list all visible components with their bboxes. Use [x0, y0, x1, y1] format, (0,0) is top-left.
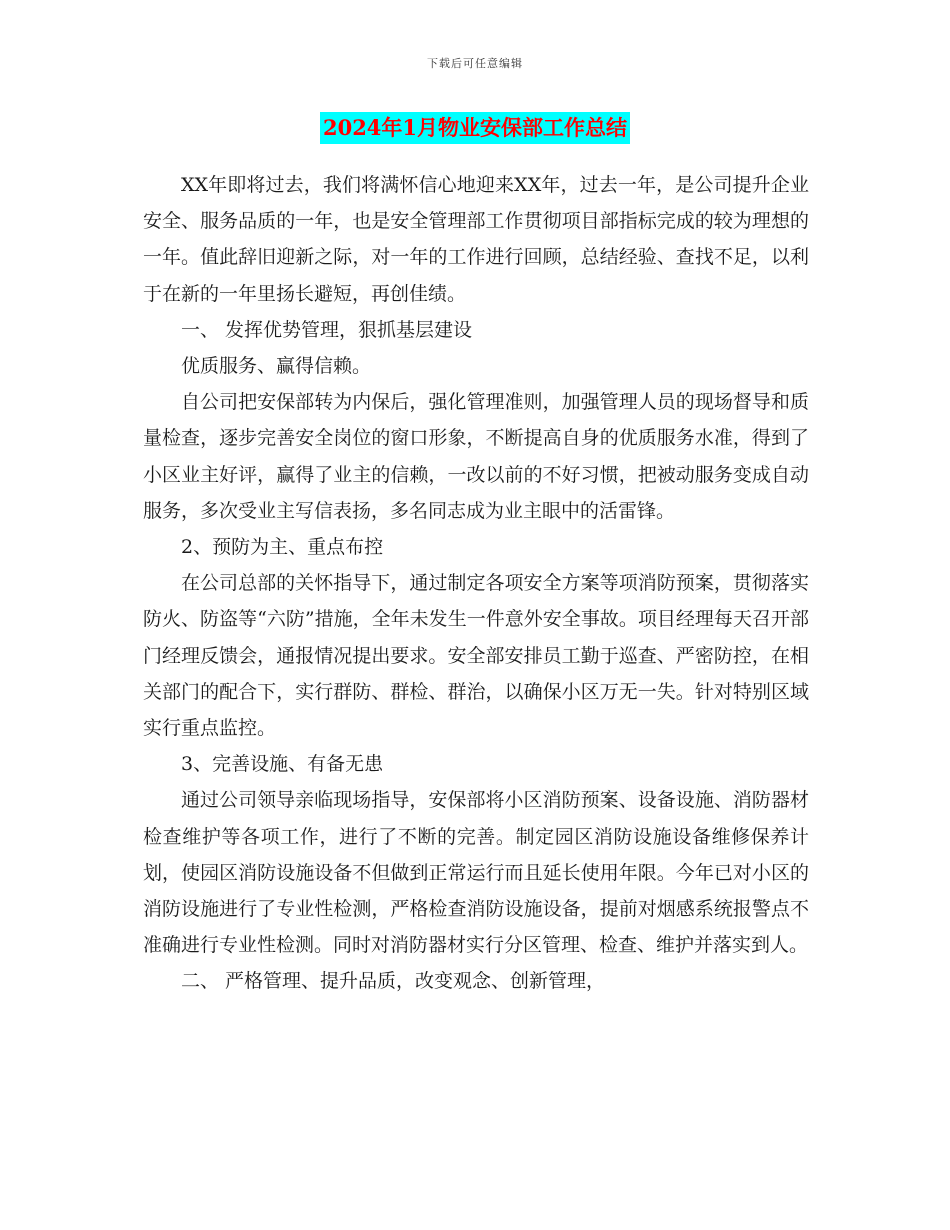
paragraph-prevention: 在公司总部的关怀指导下，通过制定各项安全方案等项消防预案，贯彻落实防火、防盗等“六防”措施，全年未发生一件意外安全事故。项目经理每天召开部门经理反馈会，通报情况提出要求。安全部安排员工勤于巡查、严密防控，在相关部门的配合下，实行群防、群检、群治，以确保小区万无一失。针对特别区域实行重点监控。 [143, 572, 809, 740]
header-note: 下载后可任意编辑 [427, 57, 523, 70]
paragraph-internal-security: 自公司把安保部转为内保后，强化管理准则，加强管理人员的现场督导和质量检查，逐步完善安全岗位的窗口形象，不断提高自身的优质服务水准，得到了小区业主好评，赢得了业主的信赖，一改以前的不好习惯，把被动服务变成自动服务，多次受业主写信表扬，多名同志成为业主眼中的活雷锋。 [143, 391, 809, 522]
section-heading-1: 一、 发挥优势管理，狠抓基层建设 [181, 318, 473, 341]
subheading-prevention: 2、预防为主、重点布控 [181, 536, 384, 559]
paragraph-facilities: 通过公司领导亲临现场指导，安保部将小区消防预案、设备设施、消防器材检查维护等各项工作，进行了不断的完善。制定园区消防设施设备维修保养计划，使园区消防设施设备不但做到正常运行而且延长使用年限。今年已对小区的消防设施进行了专业性检测，严格检查消防设施设备，提前对烟感系统报警点不准确进行专业性检测。同时对消防器材实行分区管理、检查、维护并落实到人。 [143, 789, 809, 957]
paragraph-intro: XX年即将过去，我们将满怀信心地迎来XX年，过去一年，是公司提升企业安全、服务品质的一年，也是安全管理部工作贯彻项目部指标完成的较为理想的一年。值此辞旧迎新之际，对一年的工作进行回顾，总结经验、查找不足，以利于在新的一年里扬长避短，再创佳绩。 [143, 174, 809, 305]
document-title: 2024年1月物业安保部工作总结 [320, 112, 630, 144]
subheading-facilities: 3、完善设施、有备无患 [181, 753, 384, 776]
subheading-quality-service: 优质服务、赢得信赖。 [181, 355, 372, 378]
title-wrap [0, 112, 950, 144]
section-heading-2: 二、 严格管理、提升品质，改变观念、创新管理， [181, 970, 606, 993]
document-body [143, 167, 809, 1000]
